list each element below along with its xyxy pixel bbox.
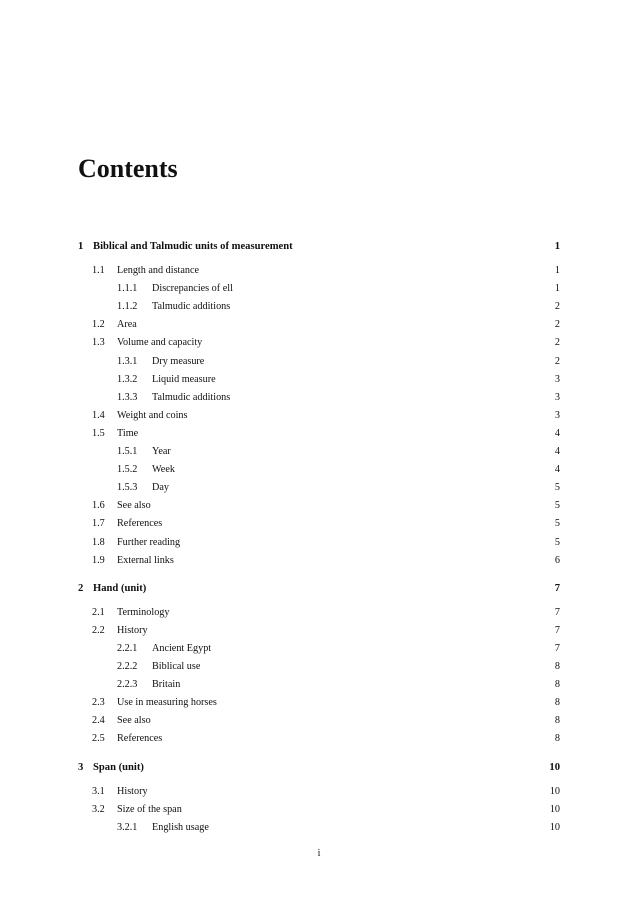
toc-entry[interactable]: [78, 355, 560, 369]
toc-entry-number: 2.2.1: [117, 642, 138, 654]
toc-entry-label: Dry measure: [152, 355, 208, 369]
toc-entry-page: 1: [554, 241, 560, 252]
toc-entry-label: Weight and coins: [117, 409, 191, 423]
toc-entry-label: Day: [152, 481, 173, 495]
toc-entry-page: 4: [554, 464, 560, 476]
toc-entry-page: 8: [554, 661, 560, 672]
toc-entry-page: 2: [554, 337, 560, 349]
toc-entry[interactable]: [78, 481, 560, 495]
page-title: Contents: [78, 154, 178, 183]
toc-entry-label: See also: [117, 714, 155, 728]
toc-entry[interactable]: [78, 642, 560, 656]
toc-entry-page: 10: [549, 785, 560, 797]
toc-entry-number: 1.4: [92, 409, 105, 421]
toc-entry-page: 7: [554, 624, 560, 636]
toc-entry[interactable]: [78, 714, 560, 728]
toc-entry-page: 8: [554, 715, 560, 727]
toc-entry-number: 2.1: [92, 606, 105, 618]
toc-chapter-entry[interactable]: [78, 761, 560, 775]
toc-entry-number: 3.2.1: [117, 821, 138, 833]
toc-entry[interactable]: [78, 803, 560, 817]
toc-entry-number: 2.3: [92, 697, 105, 709]
toc-entry-label: Talmudic additions: [152, 391, 234, 405]
toc-entry-number: 1.1.2: [117, 301, 138, 313]
toc-entry-label: Talmudic additions: [152, 300, 234, 314]
toc-entry-label: Britain: [152, 678, 184, 692]
toc-entry-number: 1.5.2: [117, 464, 138, 476]
toc-entry-label: Time: [117, 427, 142, 441]
toc-entry-page: 5: [554, 518, 560, 530]
toc-chapter-entry[interactable]: [78, 240, 560, 254]
toc-entry-number: 1: [78, 241, 84, 252]
toc-entry-number: 3.1: [92, 785, 105, 797]
toc-entry-label: Liquid measure: [152, 373, 220, 387]
toc-entry[interactable]: [78, 732, 560, 746]
toc-entry-label: Span (unit): [93, 761, 148, 775]
toc-entry-page: 10: [549, 821, 560, 833]
toc-entry-number: 1.3.2: [117, 373, 138, 385]
toc-entry-label: Terminology: [117, 606, 173, 620]
toc-chapter-entry[interactable]: [78, 582, 560, 596]
toc-entry-label: Discrepancies of ell: [152, 282, 237, 296]
toc-entry-page: 2: [554, 355, 560, 367]
toc-entry-label: Size of the span: [117, 803, 186, 817]
toc-entry-page: 4: [554, 446, 560, 457]
toc-entry-label: English usage: [152, 821, 213, 835]
toc-entry-number: 2.2: [92, 624, 105, 636]
toc-entry-label: References: [117, 517, 166, 531]
toc-entry-label: Week: [152, 463, 179, 477]
toc-entry[interactable]: [78, 660, 560, 674]
toc-entry-number: 1.5.3: [117, 482, 138, 494]
toc-entry-number: 2.2.3: [117, 679, 138, 691]
toc-entry-number: 1.1: [92, 265, 105, 276]
toc-entry[interactable]: [78, 445, 560, 459]
toc-entry-number: 2: [78, 582, 84, 594]
toc-entry-label: Year: [152, 445, 175, 459]
toc-entry[interactable]: [78, 373, 560, 387]
toc-entry-number: 1.2: [92, 319, 105, 331]
toc-entry-page: 5: [554, 536, 560, 548]
toc-entry-number: 2.5: [92, 733, 105, 745]
toc-entry-number: 1.6: [92, 500, 105, 512]
toc-entry-page: 7: [554, 606, 560, 618]
toc-entry-page: 8: [554, 679, 560, 691]
toc-entry-page: 2: [554, 301, 560, 313]
toc-entry-number: 1.3.3: [117, 391, 138, 403]
toc-entry-label: Volume and capacity: [117, 336, 206, 350]
toc-entry[interactable]: [78, 336, 560, 350]
page-number-footer: i: [317, 848, 321, 859]
toc-entry[interactable]: [78, 554, 560, 568]
toc-entry[interactable]: [78, 499, 560, 513]
toc-entry[interactable]: [78, 606, 560, 620]
toc-entry[interactable]: [78, 427, 560, 441]
toc-entry-page: 3: [554, 373, 560, 385]
toc-entry-label: Length and distance: [117, 264, 203, 278]
toc-entry-number: 1.5.1: [117, 446, 138, 457]
toc-entry[interactable]: [78, 318, 560, 332]
toc-entry-label: See also: [117, 499, 155, 513]
toc-entry-label: Ancient Egypt: [152, 642, 215, 656]
toc-entry-number: 1.9: [92, 554, 105, 566]
toc-entry-label: Biblical and Talmudic units of measurement: [93, 240, 297, 254]
toc-entry-label: Hand (unit): [93, 582, 150, 596]
toc-entry-page: 1: [554, 265, 560, 276]
toc-entry-number: 3: [78, 761, 84, 773]
toc-entry-number: 1.1.1: [117, 283, 138, 295]
toc-entry-label: Biblical use: [152, 660, 204, 674]
toc-entry[interactable]: [78, 696, 560, 710]
toc-entry-page: 8: [554, 733, 560, 745]
toc-entry-page: 10: [549, 761, 560, 773]
toc-entry-page: 10: [549, 803, 560, 815]
toc-entry[interactable]: [78, 821, 560, 835]
toc-entry-label: Area: [117, 318, 141, 332]
toc-entry-page: 8: [554, 697, 560, 709]
toc-entry-page: 4: [554, 427, 560, 439]
toc-entry[interactable]: [78, 536, 560, 550]
toc-entry[interactable]: [78, 391, 560, 405]
toc-entry-number: 1.5: [92, 427, 105, 439]
toc-entry[interactable]: [78, 785, 560, 799]
toc-entry-number: 1.3.1: [117, 355, 138, 367]
toc-entry[interactable]: [78, 409, 560, 423]
toc-entry[interactable]: [78, 678, 560, 692]
toc-entry-number: 2.2.2: [117, 661, 138, 672]
toc-entry-label: Further reading: [117, 536, 184, 550]
toc-entry-page: 7: [554, 642, 560, 654]
toc-entry-page: 3: [554, 391, 560, 403]
toc-entry-label: Use in measuring horses: [117, 696, 221, 710]
toc-entry-page: 7: [554, 582, 560, 594]
toc-entry[interactable]: [78, 624, 560, 638]
toc-entry-label: History: [117, 785, 152, 799]
toc-entry[interactable]: [78, 282, 560, 296]
toc-entry[interactable]: [78, 517, 560, 531]
toc-entry-page: 5: [554, 482, 560, 494]
toc-entry-page: 1: [554, 283, 560, 295]
toc-entry[interactable]: [78, 264, 560, 278]
toc-entry-page: 3: [554, 409, 560, 421]
toc-entry[interactable]: [78, 300, 560, 314]
toc-entry-page: 5: [554, 500, 560, 512]
toc-entry-page: 6: [554, 554, 560, 566]
toc-entry-label: History: [117, 624, 152, 638]
toc-entry[interactable]: [78, 463, 560, 477]
toc-entry-number: 3.2: [92, 803, 105, 815]
toc-entry-page: 2: [554, 319, 560, 331]
toc-entry-number: 1.7: [92, 518, 105, 530]
toc-entry-number: 2.4: [92, 715, 105, 727]
toc-entry-label: External links: [117, 554, 178, 568]
toc-entry-number: 1.8: [92, 536, 105, 548]
toc-entry-label: References: [117, 732, 166, 746]
toc-entry-number: 1.3: [92, 337, 105, 349]
